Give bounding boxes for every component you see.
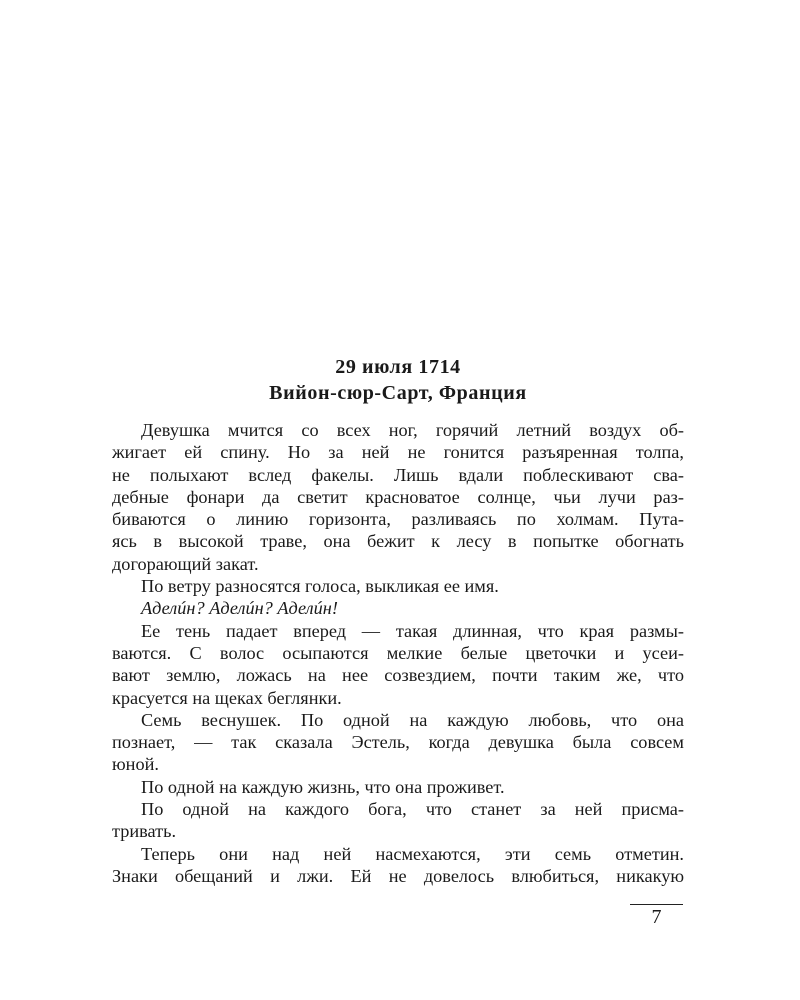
text-line: юной.	[112, 754, 159, 775]
chapter-heading	[112, 354, 684, 406]
text-line: ясь в высокой траве, она бежит к лесу в попытке обогнать	[112, 531, 684, 552]
chapter-date: 29 июля 1714	[335, 356, 461, 378]
text-line: По одной на каждого бога, что станет за ней присма-	[141, 799, 684, 820]
page-number-rule	[630, 904, 683, 905]
text-line: дебные фонари да светит красноватое солнце, чьи лучи раз-	[112, 486, 684, 507]
text-line: тривать.	[112, 821, 177, 842]
text-line: Знаки обещаний и лжи. Ей не довелось влюбиться, никакую	[112, 865, 684, 886]
text-line: догорающий закат.	[112, 553, 259, 574]
text-line: По ветру разносятся голоса, выкликая ее имя.	[141, 576, 499, 597]
text-line: По одной на каждую жизнь, что она проживет.	[141, 776, 505, 797]
text-line: жигает ей спину. Но за ней не гонится разъяренная толпа,	[112, 442, 684, 463]
body-text	[112, 419, 684, 887]
text-line: Ее тень падает вперед — такая длинная, что края размы-	[141, 620, 684, 641]
text-line: красуется на щеках беглянки.	[112, 687, 342, 708]
text-line: вают землю, ложась на нее созвездием, почти таким же, что	[112, 665, 684, 686]
text-line: биваются о линию горизонта, разливаясь по холмам. Пута-	[112, 509, 684, 530]
text-line: познает, — так сказала Эстель, когда девушка была совсем	[112, 732, 684, 753]
text-line: Теперь они над ней насмехаются, эти семь отметин.	[141, 843, 684, 864]
text-line: Девушка мчится со всех ног, горячий летний воздух об-	[141, 420, 684, 440]
italic-text-line: Аделúн? Аделúн? Аделúн!	[141, 598, 338, 619]
page-number: 7	[651, 906, 662, 928]
chapter-place: Вийон-сюр-Сарт, Франция	[269, 382, 527, 404]
text-line: Семь веснушек. По одной на каждую любовь, что она	[141, 709, 684, 730]
text-line: ваются. С волос осыпаются мелкие белые цветочки и усеи-	[112, 642, 684, 663]
text-line: не полыхают вслед факелы. Лишь вдали поблескивают сва-	[112, 464, 684, 485]
